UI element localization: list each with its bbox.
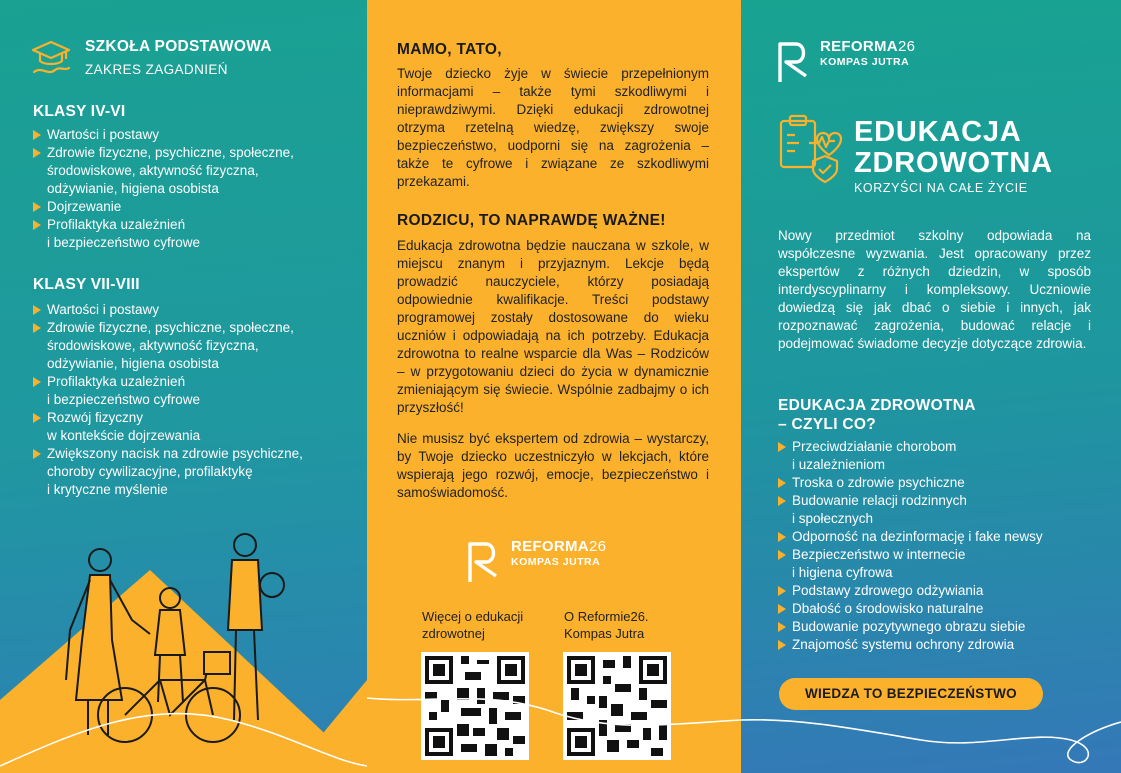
list-item: Budowanie relacji rodzinnych i społecznych [778, 492, 1098, 528]
list-item: Znajomość systemu ochrony zdrowia [778, 636, 1098, 654]
arrow-bullet-icon [778, 478, 786, 488]
left-header-title: SZKOŁA PODSTAWOWA [85, 38, 272, 55]
list-item: Podstawy zdrowego odżywiania [778, 582, 1098, 600]
qr1-caption: Więcej o edukacji zdrowotnej [422, 609, 524, 641]
decorative-wave-line [367, 670, 741, 773]
list-item: Zdrowie fizyczne, psychiczne, społeczne, środowiskowe, aktywność fizyczna, odżywianie, higiena osobista [33, 319, 353, 373]
arrow-bullet-icon [33, 413, 41, 423]
decorative-wave-line [741, 700, 1121, 773]
left-panel [0, 0, 367, 773]
section-title-vii-viii: KLASY VII-VIII [33, 276, 140, 293]
list-vii-viii [33, 301, 353, 499]
arrow-bullet-icon [33, 148, 41, 158]
reforma-logo-icon [776, 40, 812, 84]
arrow-bullet-icon [778, 604, 786, 614]
list-item: Przeciwdziałanie chorobom i uzależnieniom [778, 438, 1098, 474]
list-item: Dbałość o środowisko naturalne [778, 600, 1098, 618]
qr2-caption: O Reformie26. Kompas Jutra [564, 609, 649, 641]
arrow-bullet-icon [778, 442, 786, 452]
paragraph-expert: Nie musisz być ekspertem od zdrowia – wystarczy, by Twoje dziecko uczestniczyło w lekcjach, które wspierają jego rozwój, emocje, bezpieczeństwo i samoświadomość. [397, 431, 709, 500]
main-title: EDUKACJA ZDROWOTNA [854, 116, 1053, 179]
left-header-subtitle: ZAKRES ZAGADNIEŃ [85, 62, 228, 77]
heading-rodzicu: RODZICU, TO NAPRAWDĘ WAŻNE! [397, 212, 666, 229]
arrow-bullet-icon [778, 586, 786, 596]
section-title-iv-vi: KLASY IV-VI [33, 103, 126, 120]
left-header [85, 38, 272, 77]
main-subtitle: KORZYŚCI NA CAŁE ŻYCIE [854, 181, 1028, 195]
list-item: Bezpieczeństwo w internecie i higiena cyfrowa [778, 546, 1098, 582]
right-panel [741, 0, 1121, 773]
list-item: Troska o zdrowie psychiczne [778, 474, 1098, 492]
paragraph-school: Edukacja zdrowotna będzie nauczana w szkole, w miejscu znanym i przyjaznym. Lekcje będą prowadzić nauczyciele, którzy posiadają odpowiednie kwalifikacje. Treści podstawy programowej zostały dostosowane do wieku uczniów i odpowiadają na ich potrzeby. Edukacja zdrowotna to realne wsparcie dla Was – Rodziców – w przygotowaniu dzieci do życia w dynamicznie zmieniającym się świecie. Wspólnie zadbajmy o ich przyszłość! [397, 238, 709, 415]
arrow-bullet-icon [778, 622, 786, 632]
logo-number: 26 [588, 538, 607, 555]
arrow-bullet-icon [33, 323, 41, 333]
arrow-bullet-icon [33, 130, 41, 140]
arrow-bullet-icon [33, 305, 41, 315]
arrow-bullet-icon [778, 496, 786, 506]
list-item: Profilaktyka uzależnień i bezpieczeństwo cyfrowe [33, 373, 353, 409]
arrow-bullet-icon [778, 550, 786, 560]
intro-paragraph: Nowy przedmiot szkolny odpowiada na współczesne wyzwania. Jest opracowany przez ekspertów z różnych dziedzin, w sposób interdyscyplinarny i kompleksowy. Uczniowie dowiedzą się jak dbać o siebie i innych, jak rozpoznawać zagrożenia, budować relacje i podejmować świadome decyzje dotyczące zdrowia. [778, 228, 1091, 351]
logo-number: 26 [897, 38, 916, 55]
arrow-bullet-icon [33, 449, 41, 459]
list-item: Wartości i postawy [33, 301, 353, 319]
paragraph-intro: Twoje dziecko żyje w świecie przepełnionym informacjami – także tymi szkodliwymi i nieprawdziwymi. Dzięki edukacji zdrowotnej otrzyma rzetelną wiedzę, zwiększy swoje bezpieczeństwo, uodporni się na zagrożenia – także te cyfrowe i związane ze szkodliwymi przekazami. [397, 66, 709, 189]
logo-subtitle: KOMPAS JUTRA [820, 56, 910, 68]
graduation-cap-icon [30, 38, 72, 78]
list-iv-vi [33, 126, 353, 252]
arrow-bullet-icon [33, 377, 41, 387]
cta-wiedza-button[interactable]: WIEDZA TO BEZPIECZEŃSTWO [779, 678, 1043, 710]
arrow-bullet-icon [778, 532, 786, 542]
list-item: Rozwój fizyczny w kontekście dojrzewania [33, 409, 353, 445]
list-item: Budowanie pozytywnego obrazu siebie [778, 618, 1098, 636]
list-item: Dojrzewanie [33, 198, 353, 216]
health-clipboard-icon [777, 113, 843, 185]
benefits-list [778, 438, 1098, 654]
family-illustration [0, 530, 367, 773]
arrow-bullet-icon [778, 640, 786, 650]
logo-name: REFORMA [820, 38, 898, 55]
list-item: Wartości i postawy [33, 126, 353, 144]
logo-name: REFORMA [511, 538, 589, 555]
heading-mamo-tato: MAMO, TATO, [397, 41, 502, 58]
section-title-czyli-co: EDUKACJA ZDROWOTNA – CZYLI CO? [778, 397, 976, 433]
logo-subtitle: KOMPAS JUTRA [511, 556, 601, 568]
list-item: Zwiększony nacisk na zdrowie psychiczne, choroby cywilizacyjne, profilaktykę i krytyczne myślenie [33, 445, 353, 499]
list-item: Odporność na dezinformację i fake newsy [778, 528, 1098, 546]
list-item: Profilaktyka uzależnień i bezpieczeństwo cyfrowe [33, 216, 353, 252]
arrow-bullet-icon [33, 202, 41, 212]
reforma-logo-icon [466, 540, 502, 584]
arrow-bullet-icon [33, 220, 41, 230]
list-item: Zdrowie fizyczne, psychiczne, społeczne, środowiskowe, aktywność fizyczna, odżywianie, higiena osobista [33, 144, 353, 198]
middle-panel [367, 0, 741, 773]
